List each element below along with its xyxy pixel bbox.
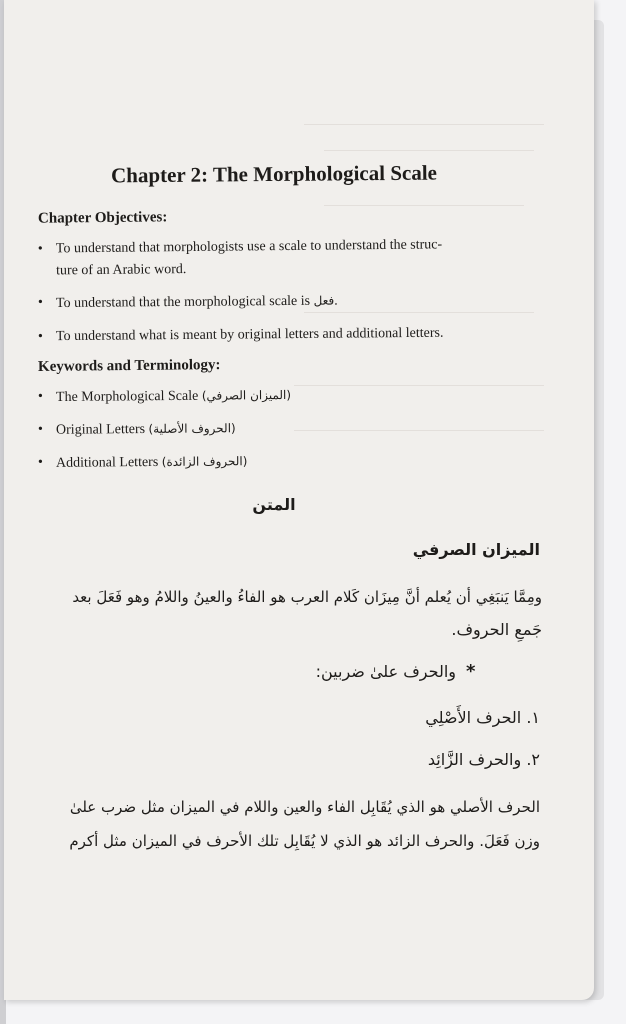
objective-item	[37, 322, 536, 348]
asterisk-marker: *	[466, 661, 476, 682]
objective-text: To understand what is meant by original letters and additional letters.	[55, 325, 444, 345]
bleed-through-line	[294, 430, 544, 431]
bleed-through-line	[304, 124, 544, 125]
keyword-english: The Morphological Scale	[55, 388, 199, 406]
arabic-paragraph-line: ومِمَّا يَنبَغِي أن يُعلم أنَّ مِيزَان كَلام العرب هو الفاءُ والعينُ واللامُ وهو فَعَلَ بعد	[72, 588, 542, 606]
objective-text: To understand that the morphological scale is	[55, 293, 311, 312]
bullet-icon: •	[37, 295, 43, 311]
bullet-icon: •	[37, 241, 43, 257]
bleed-through-line	[324, 150, 534, 151]
keyword-english: Original Letters	[55, 422, 146, 438]
objective-text-tail: .	[334, 293, 338, 309]
bullet-icon: •	[37, 421, 43, 437]
book-page	[4, 0, 594, 1000]
objective-text: To understand that morphologists use a scale to understand the struc-	[55, 237, 443, 257]
keyword-item	[37, 450, 248, 475]
types-intro: والحرف علىٰ ضربين:	[315, 662, 456, 681]
type-item: ١. الحرف الأَصْلِي	[425, 708, 540, 727]
keyword-item	[37, 417, 236, 442]
bullet-icon: •	[37, 389, 43, 405]
chapter-title: Chapter 2: The Morphological Scale	[110, 160, 438, 188]
bullet-icon: •	[37, 329, 43, 345]
bullet-icon: •	[37, 454, 43, 470]
keyword-english: Additional Letters	[55, 454, 159, 471]
objective-arabic-term: فعل	[313, 293, 335, 308]
keyword-arabic: (الحروف الزائدة)	[161, 454, 248, 469]
arabic-paragraph-line: جَمعِ الحروف.	[451, 620, 542, 639]
objective-item	[37, 234, 516, 283]
keywords-heading: Keywords and Terminology:	[37, 357, 221, 375]
keyword-arabic: (الميزان الصرفي)	[201, 387, 292, 403]
bleed-through-line	[294, 385, 544, 386]
matn-heading: المتن	[252, 495, 296, 514]
objective-text: ture of an Arabic word.	[56, 262, 187, 279]
arabic-paragraph-line: الحرف الأصلي هو الذي يُقَابِل الفاء والعين واللام في الميزان مثل ضرب علىٰ	[69, 798, 540, 816]
objective-item	[37, 288, 516, 315]
type-item: ٢. والحرف الزَّائِد	[427, 750, 540, 769]
bleed-through-line	[324, 205, 524, 206]
keyword-item	[37, 384, 292, 409]
keyword-arabic: (الحروف الأصلية)	[148, 421, 236, 436]
arabic-paragraph-line: وزن فَعَلَ. والحرف الزائد هو الذي لا يُقَابِل تلك الأحرف في الميزان مثل أكرم	[69, 832, 540, 850]
section-subtitle: الميزان الصرفي	[412, 540, 540, 559]
objectives-heading: Chapter Objectives:	[37, 209, 168, 227]
